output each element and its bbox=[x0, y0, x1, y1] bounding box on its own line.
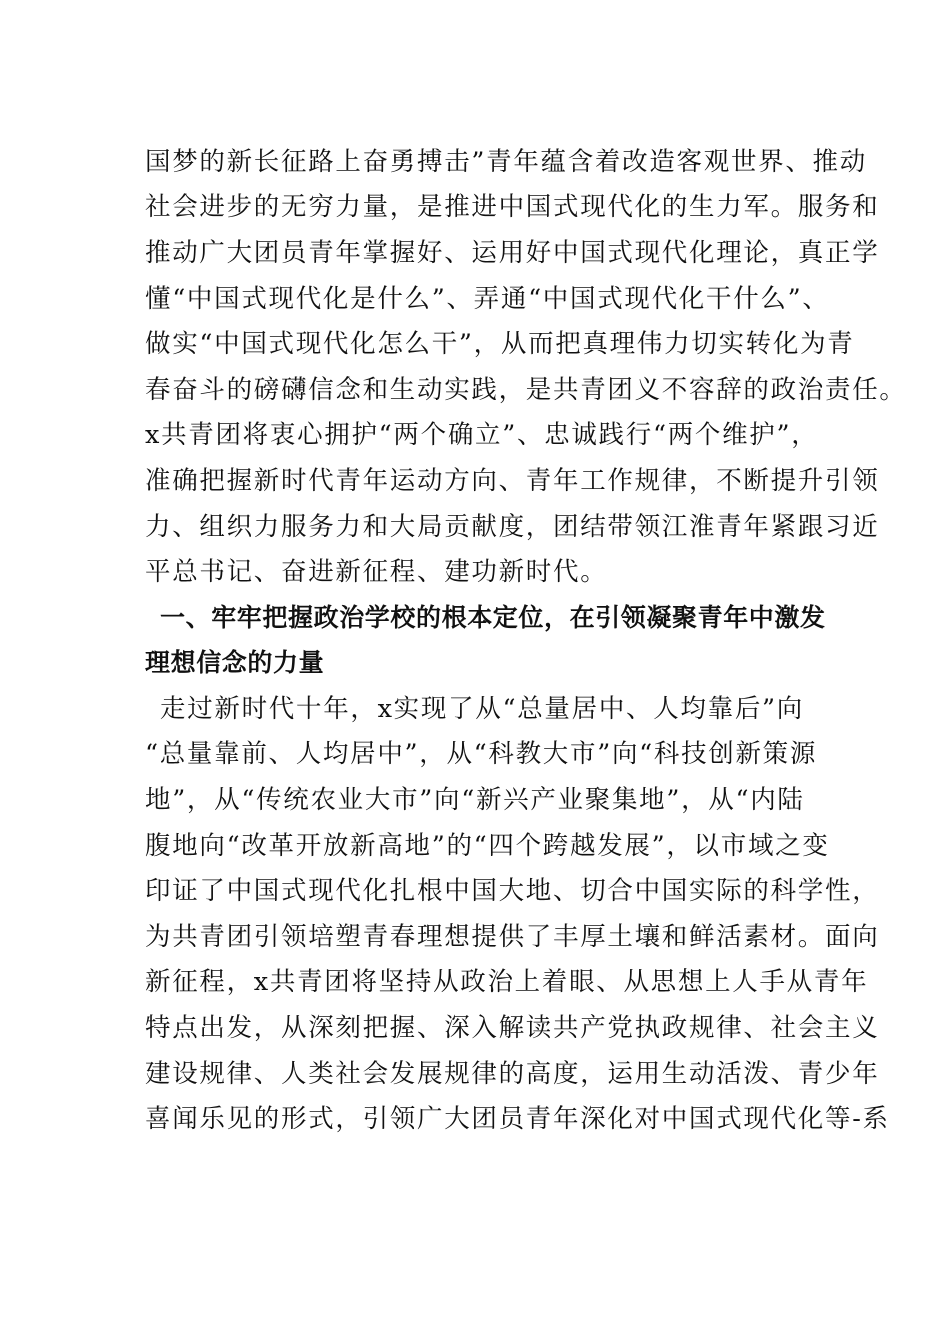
paragraph1-line: x共青团将衷心拥护“两个确立”、忠诚践行“两个维护”， bbox=[145, 420, 819, 450]
paragraph2-line: “总量靠前、人均居中”，从“科教大市”向“科技创新策源 bbox=[145, 739, 818, 769]
paragraph2-line: 新征程，x共青团将坚持从政治上着眼、从思想上人手从青年 bbox=[145, 967, 869, 997]
paragraph2-line: 为共青团引领培塑青春理想提供了丰厚土壤和鲜活素材。面向 bbox=[145, 922, 880, 952]
paragraph2-line: 建设规律、人类社会发展规律的高度，运用生动活泼、青少年 bbox=[145, 1059, 880, 1089]
paragraph1-line: 力、组织力服务力和大局贡献度，团结带领江淮青年紧跟习近 bbox=[145, 512, 880, 542]
paragraph2-line: 地”，从“传统农业大市”向“新兴产业聚集地”，从“内陆 bbox=[145, 785, 805, 815]
paragraph1-line: 做实“中国式现代化怎么干”，从而把真理伟力切实转化为青 bbox=[145, 329, 855, 359]
paragraph1-line: 懂“中国式现代化是什么”、弄通“中国式现代化干什么”、 bbox=[145, 284, 830, 314]
paragraph1-line: 社会进步的无穷力量，是推进中国式现代化的生力军。服务和 bbox=[145, 192, 880, 222]
paragraph1-line: 平总书记、奋进新征程、建功新时代。 bbox=[145, 557, 608, 587]
paragraph1-line: 推动广大团员青年掌握好、运用好中国式现代化理论，真正学 bbox=[145, 238, 880, 268]
paragraph1-line: 准确把握新时代青年运动方向、青年工作规律，不断提升引领 bbox=[145, 466, 880, 496]
section-heading-line: 理想信念的力量 bbox=[145, 648, 325, 677]
paragraph2-line: 腹地向“改革开放新高地”的“四个跨越发展”，以市域之变 bbox=[145, 831, 830, 861]
section-heading-line: 一、牢牢把握政治学校的根本定位，在引领凝聚青年中激发 bbox=[160, 603, 826, 632]
paragraph1-line: 春奋斗的磅礴信念和生动实践，是共青团义不容辞的政治责任。 bbox=[145, 375, 907, 405]
paragraph2-line: 特点出发，从深刻把握、深入解读共产党执政规律、社会主义 bbox=[145, 1013, 880, 1043]
paragraph1-line: 国梦的新长征路上奋勇搏击”青年蕴含着改造客观世界、推动 bbox=[145, 147, 867, 177]
paragraph2-line: 喜闻乐见的形式，引领广大团员青年深化对中国式现代化等-系 bbox=[145, 1104, 890, 1134]
paragraph2-line: 走过新时代十年，x实现了从“总量居中、人均靠后”向 bbox=[160, 694, 804, 724]
paragraph2-line: 印证了中国式现代化扎根中国大地、切合中国实际的科学性， bbox=[145, 876, 880, 906]
